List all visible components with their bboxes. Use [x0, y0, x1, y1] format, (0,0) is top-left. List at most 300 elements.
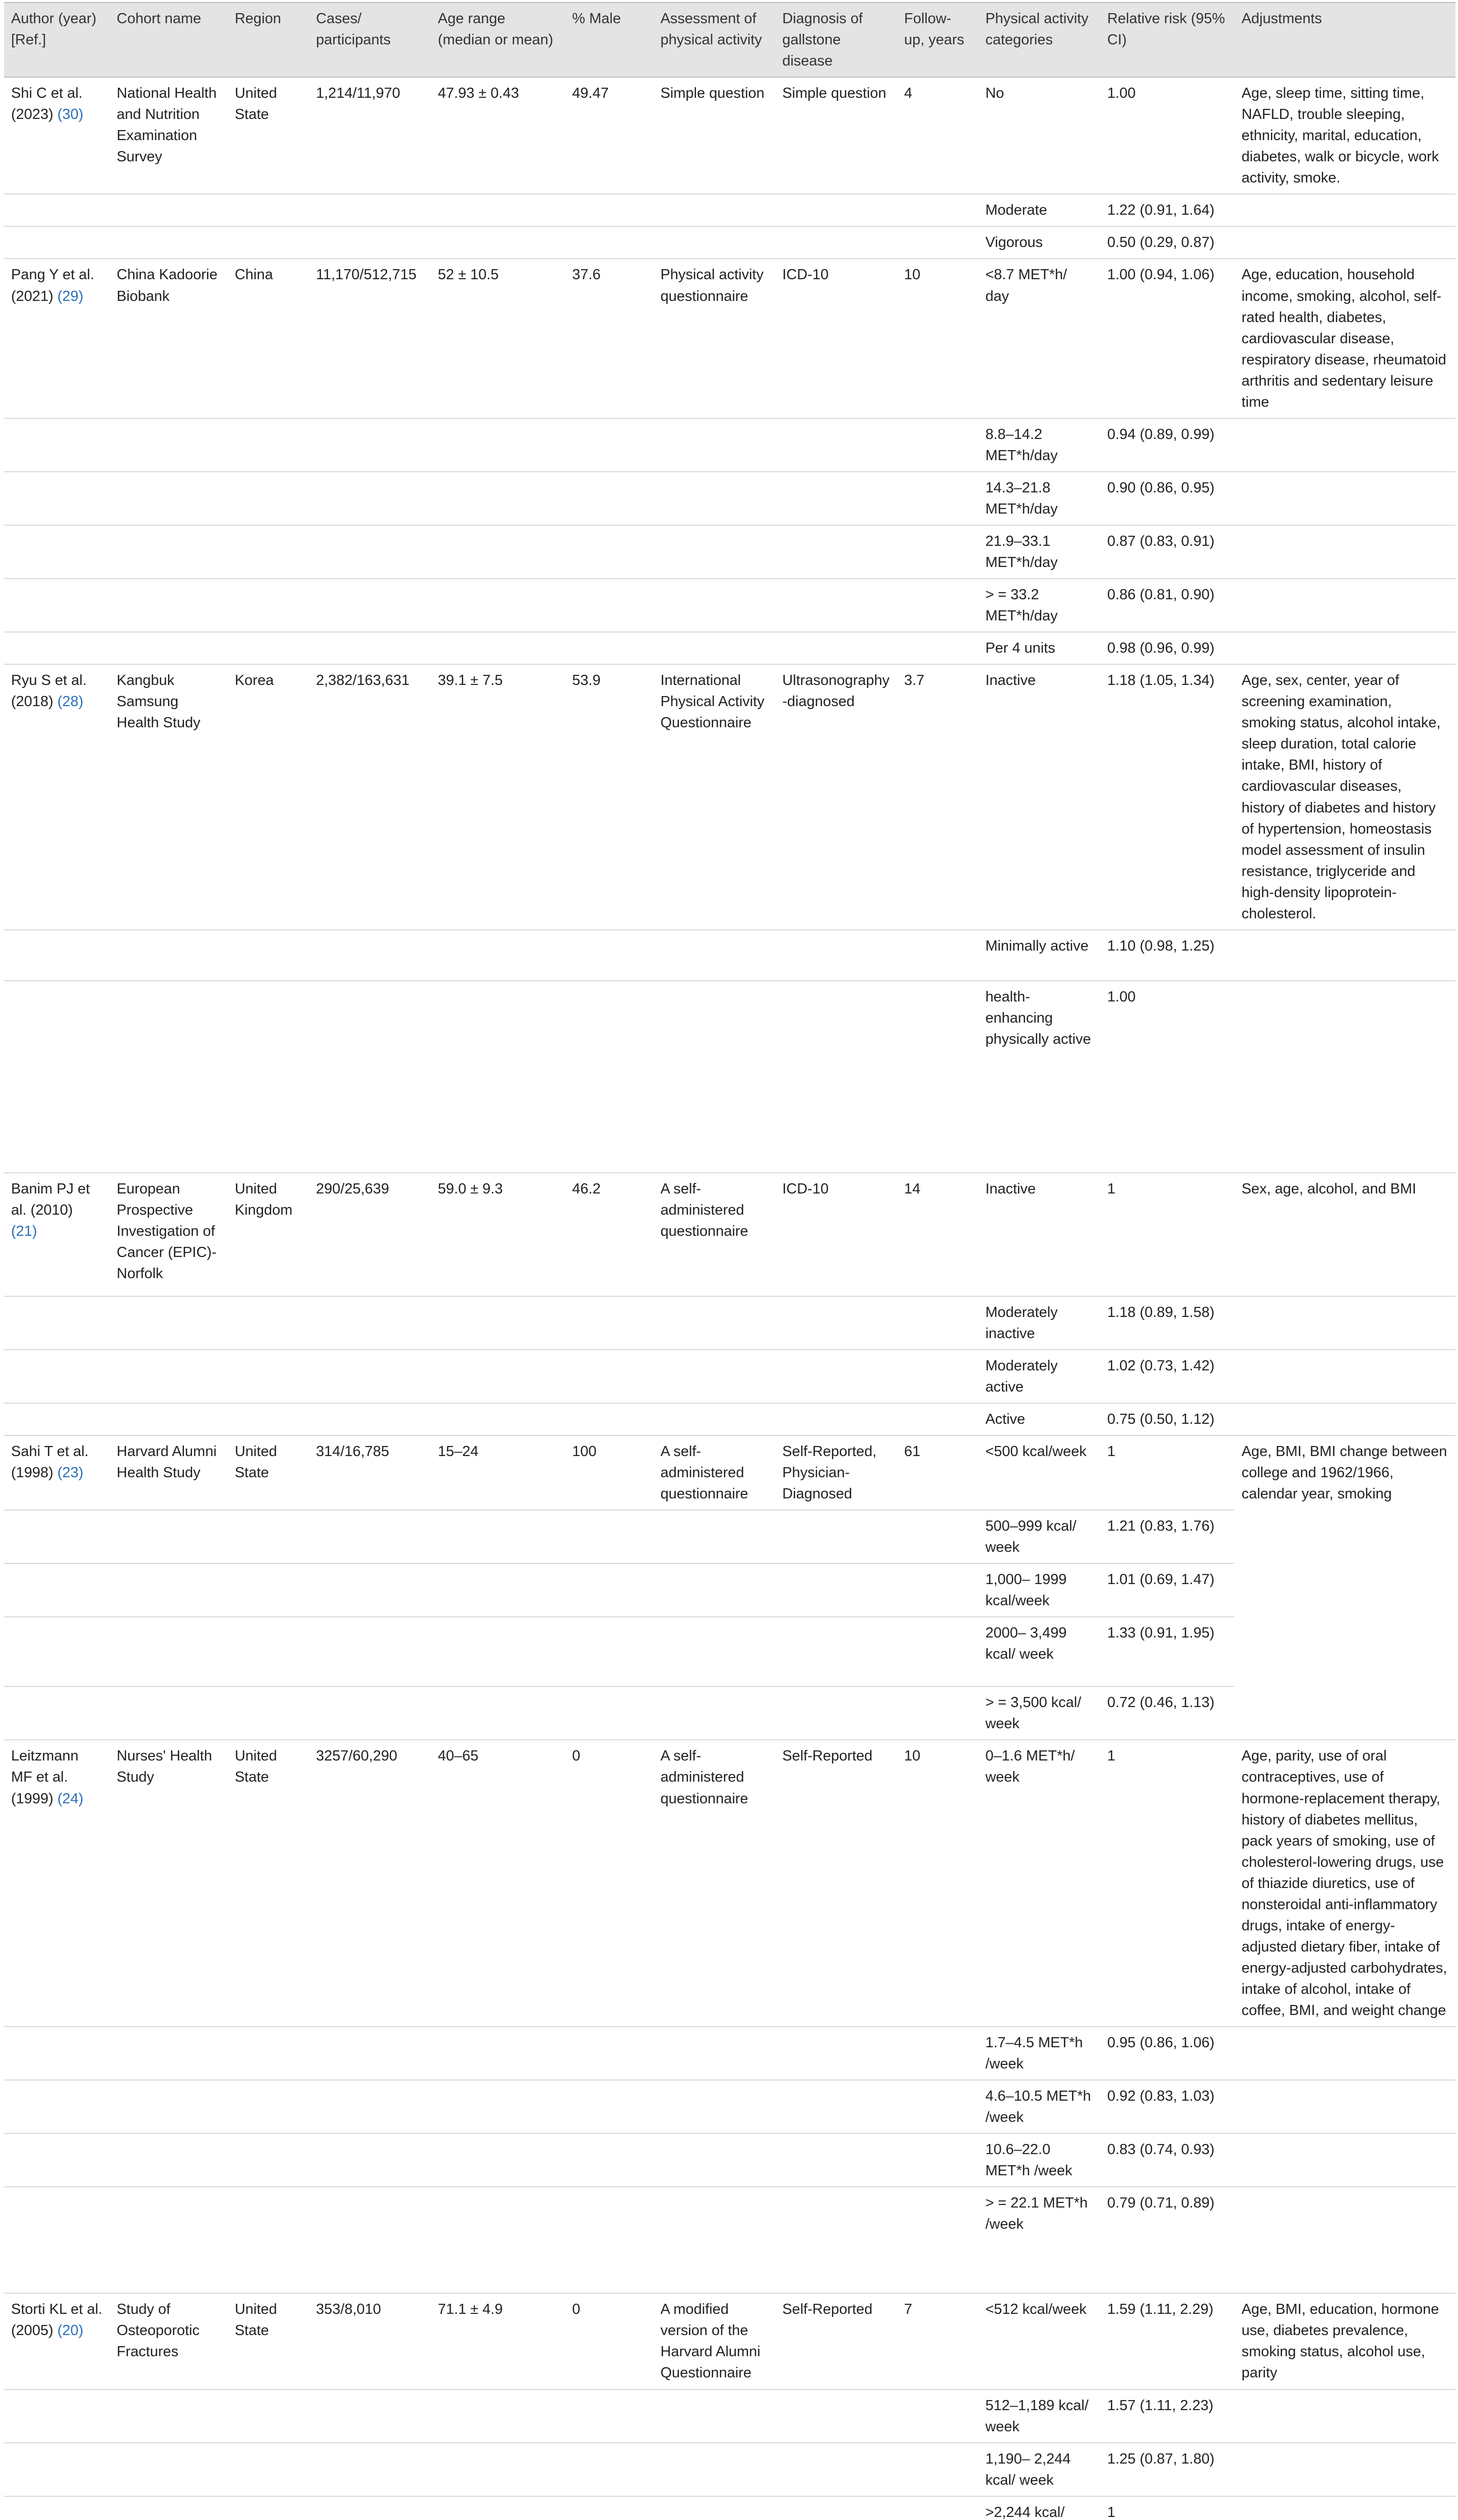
cases-cell: 2,382/163,631 [309, 664, 431, 930]
region-cell: United State [228, 2293, 309, 2389]
empty-cell [110, 2443, 228, 2496]
empty-cell [653, 1403, 775, 1435]
empty-cell [775, 2133, 897, 2187]
empty-cell [1234, 981, 1455, 1173]
activity-category-cell: health-enhancing physically active [978, 981, 1100, 1173]
empty-cell [1234, 2389, 1455, 2443]
empty-cell [4, 1350, 110, 1403]
empty-cell [653, 2187, 775, 2293]
adjustments-cell: Sex, age, alcohol, and BMI [1234, 1173, 1455, 1296]
empty-cell [110, 1510, 228, 1563]
empty-cell [228, 2187, 309, 2293]
relative-risk-cell: 0.79 (0.71, 0.89) [1100, 2187, 1235, 2293]
empty-cell [1234, 2080, 1455, 2133]
empty-cell [4, 632, 110, 664]
empty-cell [431, 2389, 565, 2443]
relative-risk-cell: 1 [1100, 1435, 1235, 1510]
activity-category-cell: Per 4 units [978, 632, 1100, 664]
relative-risk-cell: 0.95 (0.86, 1.06) [1100, 2027, 1235, 2080]
empty-cell [897, 2133, 978, 2187]
empty-cell [309, 632, 431, 664]
empty-cell [653, 194, 775, 226]
table-row [4, 2080, 1455, 2133]
diagnosis-cell: ICD-10 [775, 259, 897, 418]
reference-link[interactable]: (28) [57, 694, 84, 710]
empty-cell [775, 2080, 897, 2133]
activity-category-cell: Inactive [978, 664, 1100, 930]
empty-cell [110, 1350, 228, 1403]
table-body [4, 77, 1455, 2520]
empty-cell [309, 1563, 431, 1617]
table-row [4, 1403, 1455, 1435]
region-cell: United Kingdom [228, 1173, 309, 1296]
empty-cell [1234, 1296, 1455, 1350]
empty-cell [653, 1617, 775, 1686]
relative-risk-cell: 1.10 (0.98, 1.25) [1100, 930, 1235, 981]
empty-cell [653, 226, 775, 259]
empty-cell [565, 1296, 653, 1350]
relative-risk-cell: 1.22 (0.91, 1.64) [1100, 194, 1235, 226]
empty-cell [775, 579, 897, 632]
adjustments-cell: Age, parity, use of oral contraceptives, use of hormone-replacement therapy, history of diabetes mellitus, pack years of smoking, use of cholesterol-lowering drugs, use of thiazide diuretics, use of nonsteroidal anti-inflammatory drugs, intake of energy-adjusted dietary fiber, intake of energy-adjusted carbohydrates, intake of alcohol, intake of coffee, BMI, and weight change [1234, 1740, 1455, 2027]
empty-cell [309, 981, 431, 1173]
assessment-cell: A self-administered questionnaire [653, 1435, 775, 1510]
empty-cell [4, 1296, 110, 1350]
column-header: Relative risk (95% CI) [1100, 3, 1235, 77]
table-row [4, 226, 1455, 259]
empty-cell [653, 2496, 775, 2520]
empty-cell [110, 226, 228, 259]
table-row [4, 418, 1455, 472]
empty-cell [309, 1403, 431, 1435]
activity-category-cell: 512–1,189 kcal/ week [978, 2389, 1100, 2443]
male-cell: 0 [565, 1740, 653, 2027]
empty-cell [775, 2027, 897, 2080]
empty-cell [775, 1350, 897, 1403]
empty-cell [4, 2080, 110, 2133]
empty-cell [897, 525, 978, 579]
activity-category-cell: 8.8–14.2 MET*h/day [978, 418, 1100, 472]
author-cell [4, 1173, 110, 1296]
table-row [4, 194, 1455, 226]
empty-cell [4, 2027, 110, 2080]
activity-category-cell: 4.6–10.5 MET*h /week [978, 2080, 1100, 2133]
reference-link[interactable]: (21) [11, 1223, 37, 1239]
empty-cell [228, 226, 309, 259]
followup-cell: 10 [897, 259, 978, 418]
empty-cell [228, 1403, 309, 1435]
empty-cell [565, 1617, 653, 1686]
table-row [4, 1435, 1455, 1510]
cases-cell: 290/25,639 [309, 1173, 431, 1296]
empty-cell [431, 1403, 565, 1435]
empty-cell [110, 194, 228, 226]
empty-cell [775, 1563, 897, 1617]
empty-cell [565, 1686, 653, 1740]
empty-cell [897, 1350, 978, 1403]
age-cell: 71.1 ± 4.9 [431, 2293, 565, 2389]
empty-cell [775, 1617, 897, 1686]
empty-cell [309, 2389, 431, 2443]
empty-cell [110, 1563, 228, 1617]
activity-category-cell: No [978, 77, 1100, 194]
cohort-cell: Harvard Alumni Health Study [110, 1435, 228, 1510]
relative-risk-cell: 1 [1100, 1173, 1235, 1296]
empty-cell [431, 981, 565, 1173]
empty-cell [431, 1296, 565, 1350]
adjustments-cell: Age, BMI, BMI change between college and 1962/1966, calendar year, smoking [1234, 1435, 1455, 1740]
activity-category-cell: Moderately active [978, 1350, 1100, 1403]
relative-risk-cell: 1.59 (1.11, 2.29) [1100, 2293, 1235, 2389]
empty-cell [110, 981, 228, 1173]
region-cell: China [228, 259, 309, 418]
followup-cell: 14 [897, 1173, 978, 1296]
empty-cell [431, 472, 565, 525]
empty-cell [897, 1296, 978, 1350]
empty-cell [431, 2133, 565, 2187]
empty-cell [1234, 1350, 1455, 1403]
empty-cell [653, 632, 775, 664]
empty-cell [431, 930, 565, 981]
empty-cell [309, 1510, 431, 1563]
empty-cell [110, 930, 228, 981]
age-cell: 47.93 ± 0.43 [431, 77, 565, 194]
activity-category-cell: >2,244 kcal/ [978, 2496, 1100, 2520]
empty-cell [775, 2443, 897, 2496]
column-header: % Male [565, 3, 653, 77]
followup-cell: 3.7 [897, 664, 978, 930]
empty-cell [110, 2187, 228, 2293]
empty-cell [309, 525, 431, 579]
empty-cell [309, 1617, 431, 1686]
empty-cell [110, 472, 228, 525]
empty-cell [1234, 2496, 1455, 2520]
empty-cell [775, 525, 897, 579]
assessment-cell: A self-administered questionnaire [653, 1173, 775, 1296]
empty-cell [4, 472, 110, 525]
empty-cell [431, 418, 565, 472]
empty-cell [431, 2187, 565, 2293]
empty-cell [653, 2027, 775, 2080]
empty-cell [309, 930, 431, 981]
activity-category-cell: 1,190– 2,244 kcal/ week [978, 2443, 1100, 2496]
empty-cell [1234, 930, 1455, 981]
adjustments-cell: Age, BMI, education, hormone use, diabetes prevalence, smoking status, alcohol use, parity [1234, 2293, 1455, 2389]
region-cell: United State [228, 1435, 309, 1510]
table-row [4, 2389, 1455, 2443]
empty-cell [228, 525, 309, 579]
relative-risk-cell: 1 [1100, 1740, 1235, 2027]
table-row [4, 77, 1455, 194]
empty-cell [653, 525, 775, 579]
relative-risk-cell: 1.18 (0.89, 1.58) [1100, 1296, 1235, 1350]
empty-cell [653, 1686, 775, 1740]
activity-category-cell: 2000– 3,499 kcal/ week [978, 1617, 1100, 1686]
adjustments-cell: Age, sleep time, sitting time, NAFLD, trouble sleeping, ethnicity, marital, education, diabetes, walk or bicycle, work activity, smoke. [1234, 77, 1455, 194]
empty-cell [431, 2027, 565, 2080]
empty-cell [110, 418, 228, 472]
empty-cell [775, 226, 897, 259]
empty-cell [309, 418, 431, 472]
empty-cell [228, 2080, 309, 2133]
relative-risk-cell: 1.21 (0.83, 1.76) [1100, 1510, 1235, 1563]
empty-cell [4, 1563, 110, 1617]
empty-cell [565, 1510, 653, 1563]
author-name: Shi C et al. (2023) [11, 85, 83, 123]
assessment-cell: Simple question [653, 77, 775, 194]
empty-cell [897, 1563, 978, 1617]
table-row [4, 632, 1455, 664]
cases-cell: 3257/60,290 [309, 1740, 431, 2027]
empty-cell [897, 2496, 978, 2520]
region-cell: United State [228, 1740, 309, 2027]
empty-cell [228, 194, 309, 226]
empty-cell [4, 418, 110, 472]
empty-cell [653, 1563, 775, 1617]
empty-cell [775, 2187, 897, 2293]
empty-cell [4, 1403, 110, 1435]
empty-cell [565, 2443, 653, 2496]
empty-cell [228, 2389, 309, 2443]
column-header: Assessment of physical activity [653, 3, 775, 77]
empty-cell [228, 418, 309, 472]
table-row [4, 2443, 1455, 2496]
empty-cell [4, 226, 110, 259]
table-row [4, 1296, 1455, 1350]
diagnosis-cell: ICD-10 [775, 1173, 897, 1296]
cases-cell: 1,214/11,970 [309, 77, 431, 194]
empty-cell [897, 2027, 978, 2080]
activity-category-cell: Moderately inactive [978, 1296, 1100, 1350]
empty-cell [4, 1617, 110, 1686]
empty-cell [775, 472, 897, 525]
activity-category-cell: Active [978, 1403, 1100, 1435]
empty-cell [897, 1686, 978, 1740]
cohort-cell: Kangbuk Samsung Health Study [110, 664, 228, 930]
empty-cell [1234, 2133, 1455, 2187]
empty-cell [309, 2443, 431, 2496]
empty-cell [565, 579, 653, 632]
relative-risk-cell: 1.00 [1100, 981, 1235, 1173]
empty-cell [309, 2496, 431, 2520]
table-row [4, 2027, 1455, 2080]
activity-category-cell: Minimally active [978, 930, 1100, 981]
empty-cell [228, 2133, 309, 2187]
empty-cell [431, 2496, 565, 2520]
empty-cell [653, 579, 775, 632]
relative-risk-cell: 1.25 (0.87, 1.80) [1100, 2443, 1235, 2496]
reference-link[interactable]: (30) [57, 106, 84, 123]
empty-cell [897, 194, 978, 226]
adjustments-cell: Age, sex, center, year of screening examination, smoking status, alcohol intake, sleep duration, total calorie intake, BMI, history of cardiovascular diseases, history of diabetes and history of hypertension, homeostasis model assessment of insulin resistance, triglyceride and high-density lipoprotein-cholesterol. [1234, 664, 1455, 930]
table-row [4, 1740, 1455, 2027]
empty-cell [431, 2080, 565, 2133]
reference-link[interactable]: (20) [57, 2322, 84, 2339]
cases-cell: 314/16,785 [309, 1435, 431, 1510]
table-row [4, 259, 1455, 418]
empty-cell [110, 1403, 228, 1435]
empty-cell [775, 1686, 897, 1740]
header-row [4, 3, 1455, 77]
male-cell: 0 [565, 2293, 653, 2389]
age-cell: 39.1 ± 7.5 [431, 664, 565, 930]
empty-cell [309, 2027, 431, 2080]
empty-cell [110, 2080, 228, 2133]
table-row [4, 579, 1455, 632]
empty-cell [228, 579, 309, 632]
reference-link[interactable]: (29) [57, 288, 84, 304]
relative-risk-cell: 1.33 (0.91, 1.95) [1100, 1617, 1235, 1686]
author-cell [4, 1435, 110, 1510]
empty-cell [653, 1296, 775, 1350]
table-row [4, 472, 1455, 525]
relative-risk-cell: 0.75 (0.50, 1.12) [1100, 1403, 1235, 1435]
male-cell: 49.47 [565, 77, 653, 194]
cohort-cell: Study of Osteoporotic Fractures [110, 2293, 228, 2389]
empty-cell [1234, 472, 1455, 525]
relative-risk-cell: 0.50 (0.29, 0.87) [1100, 226, 1235, 259]
author-cell [4, 259, 110, 418]
activity-category-cell: <500 kcal/week [978, 1435, 1100, 1510]
age-cell: 52 ± 10.5 [431, 259, 565, 418]
activity-category-cell: > = 33.2 MET*h/day [978, 579, 1100, 632]
relative-risk-cell: 0.83 (0.74, 0.93) [1100, 2133, 1235, 2187]
empty-cell [110, 1617, 228, 1686]
author-cell [4, 664, 110, 930]
column-header: Adjustments [1234, 3, 1455, 77]
empty-cell [110, 2027, 228, 2080]
assessment-cell: Physical activity questionnaire [653, 259, 775, 418]
male-cell: 100 [565, 1435, 653, 1510]
empty-cell [897, 579, 978, 632]
empty-cell [565, 472, 653, 525]
relative-risk-cell: 1 [1100, 2496, 1235, 2520]
activity-category-cell: 14.3–21.8 MET*h/day [978, 472, 1100, 525]
empty-cell [1234, 418, 1455, 472]
empty-cell [4, 2443, 110, 2496]
empty-cell [897, 981, 978, 1173]
empty-cell [309, 226, 431, 259]
empty-cell [4, 194, 110, 226]
reference-link[interactable]: (23) [57, 1465, 84, 1481]
empty-cell [309, 2187, 431, 2293]
column-header: Follow-up, years [897, 3, 978, 77]
empty-cell [1234, 632, 1455, 664]
relative-risk-cell: 0.86 (0.81, 0.90) [1100, 579, 1235, 632]
empty-cell [228, 1296, 309, 1350]
empty-cell [653, 930, 775, 981]
empty-cell [4, 525, 110, 579]
author-cell [4, 2293, 110, 2389]
empty-cell [1234, 2027, 1455, 2080]
empty-cell [309, 194, 431, 226]
diagnosis-cell: Self-Reported, Physician-Diagnosed [775, 1435, 897, 1510]
empty-cell [565, 2187, 653, 2293]
empty-cell [4, 981, 110, 1173]
empty-cell [431, 1563, 565, 1617]
empty-cell [110, 2496, 228, 2520]
table-row [4, 930, 1455, 981]
male-cell: 37.6 [565, 259, 653, 418]
author-name: Banim PJ et al. (2010) [11, 1180, 90, 1218]
empty-cell [110, 2389, 228, 2443]
followup-cell: 7 [897, 2293, 978, 2389]
empty-cell [309, 579, 431, 632]
empty-cell [897, 2389, 978, 2443]
reference-link[interactable]: (24) [57, 1790, 84, 1807]
empty-cell [653, 2443, 775, 2496]
followup-cell: 61 [897, 1435, 978, 1510]
empty-cell [309, 472, 431, 525]
empty-cell [565, 1563, 653, 1617]
activity-category-cell: <512 kcal/week [978, 2293, 1100, 2389]
relative-risk-cell: 0.94 (0.89, 0.99) [1100, 418, 1235, 472]
empty-cell [565, 981, 653, 1173]
empty-cell [565, 2496, 653, 2520]
table-row [4, 2293, 1455, 2389]
empty-cell [897, 930, 978, 981]
region-cell: Korea [228, 664, 309, 930]
empty-cell [565, 1403, 653, 1435]
empty-cell [228, 930, 309, 981]
relative-risk-cell: 1.18 (1.05, 1.34) [1100, 664, 1235, 930]
empty-cell [228, 472, 309, 525]
empty-cell [110, 2133, 228, 2187]
empty-cell [228, 981, 309, 1173]
assessment-cell: A self-administered questionnaire [653, 1740, 775, 2027]
empty-cell [228, 1510, 309, 1563]
empty-cell [897, 418, 978, 472]
column-header: Age range (median or mean) [431, 3, 565, 77]
empty-cell [309, 1350, 431, 1403]
empty-cell [228, 2443, 309, 2496]
region-cell: United State [228, 77, 309, 194]
relative-risk-cell: 0.87 (0.83, 0.91) [1100, 525, 1235, 579]
empty-cell [1234, 2443, 1455, 2496]
empty-cell [653, 1510, 775, 1563]
column-header: Region [228, 3, 309, 77]
empty-cell [897, 2443, 978, 2496]
followup-cell: 4 [897, 77, 978, 194]
empty-cell [653, 1350, 775, 1403]
relative-risk-cell: 1.00 (0.94, 1.06) [1100, 259, 1235, 418]
empty-cell [4, 1686, 110, 1740]
diagnosis-cell: Self-Reported [775, 1740, 897, 2027]
empty-cell [897, 1403, 978, 1435]
adjustments-cell: Age, education, household income, smoking, alcohol, self-rated health, diabetes, cardiovascular disease, respiratory disease, rheumatoid arthritis and sedentary leisure time [1234, 259, 1455, 418]
empty-cell [565, 525, 653, 579]
empty-cell [897, 472, 978, 525]
relative-risk-cell: 0.98 (0.96, 0.99) [1100, 632, 1235, 664]
activity-category-cell: 1,000– 1999 kcal/week [978, 1563, 1100, 1617]
empty-cell [4, 2389, 110, 2443]
table-row [4, 2187, 1455, 2293]
empty-cell [4, 2133, 110, 2187]
column-header: Cohort name [110, 3, 228, 77]
relative-risk-cell: 1.57 (1.11, 2.23) [1100, 2389, 1235, 2443]
empty-cell [228, 1617, 309, 1686]
empty-cell [897, 226, 978, 259]
empty-cell [431, 1510, 565, 1563]
empty-cell [653, 2133, 775, 2187]
empty-cell [1234, 194, 1455, 226]
diagnosis-cell: Self-Reported [775, 2293, 897, 2389]
empty-cell [775, 1403, 897, 1435]
cohort-cell: Nurses' Health Study [110, 1740, 228, 2027]
author-name: Ryu S et al. (2018) [11, 672, 87, 710]
table-row [4, 1350, 1455, 1403]
empty-cell [565, 930, 653, 981]
